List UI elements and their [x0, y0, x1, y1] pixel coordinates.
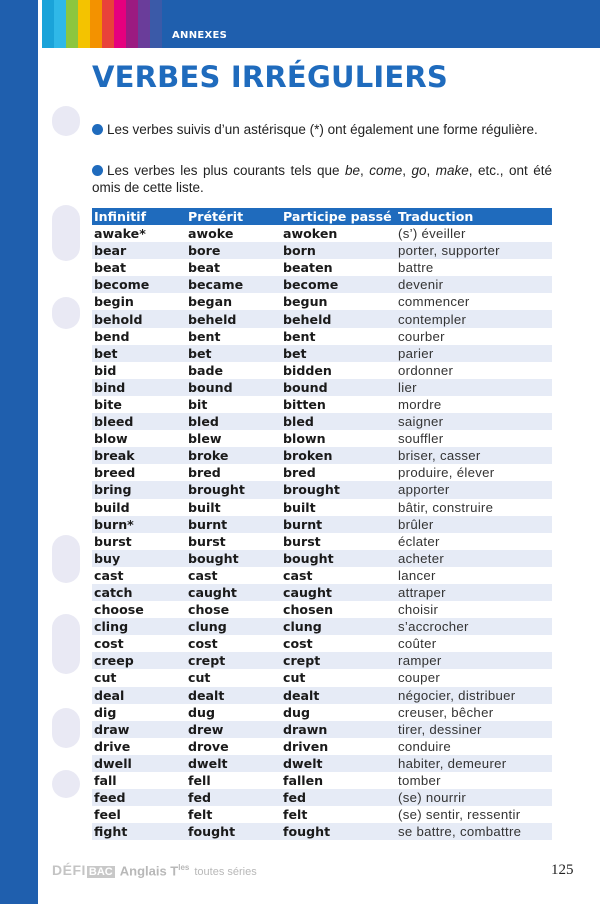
traduction-cell: produire, élever [398, 465, 495, 481]
preterit-cell: crept [186, 652, 281, 669]
traduction-cell: contempler [396, 310, 552, 327]
table-row [92, 413, 552, 430]
infinitif-cell: fall [94, 773, 117, 789]
preterit-cell: cut [188, 670, 211, 686]
preterit-cell: chose [188, 602, 230, 618]
binder-hole [52, 535, 80, 583]
traduction-cell: lier [396, 379, 552, 396]
table-row [92, 481, 552, 498]
binder-hole [52, 297, 80, 329]
participe-passe-cell: built [283, 499, 316, 515]
preterit-cell: dwelt [186, 755, 281, 772]
preterit-cell: drove [188, 738, 229, 754]
participe-passe-cell: fought [281, 823, 396, 840]
traduction-cell: attraper [396, 584, 552, 601]
table-row [92, 259, 552, 276]
participe-passe-cell: clung [281, 618, 396, 635]
participe-passe-cell: born [281, 242, 396, 259]
traduction-cell: battre [398, 260, 434, 276]
table-row [92, 345, 552, 362]
preterit-cell: bent [188, 328, 221, 344]
preterit-cell: bought [186, 550, 281, 567]
preterit-cell: burnt [186, 516, 281, 533]
example-verb: come [369, 163, 403, 178]
traduction-cell: ordonner [398, 362, 454, 378]
table-row [92, 328, 552, 345]
preterit-cell: burst [188, 533, 226, 549]
preterit-cell: bit [188, 396, 208, 412]
infinitif-cell: blow [94, 431, 128, 447]
participe-passe-cell: burnt [281, 516, 396, 533]
participe-passe-cell: chosen [283, 602, 334, 618]
preterit-cell: bled [186, 413, 281, 430]
binder-hole [52, 106, 80, 136]
participe-passe-cell: bitten [283, 396, 326, 412]
traduction-cell: choisir [398, 602, 439, 618]
infinitif-cell: burn* [92, 516, 186, 533]
traduction-cell: couper [398, 670, 441, 686]
color-stripe [66, 0, 78, 48]
participe-passe-cell: broken [281, 447, 396, 464]
participe-passe-cell: dwelt [281, 755, 396, 772]
traduction-cell: parier [396, 345, 552, 362]
color-stripe [78, 0, 90, 48]
footer-subject [120, 863, 190, 878]
participe-passe-cell: begun [283, 294, 328, 310]
preterit-cell: fell [188, 773, 211, 789]
preterit-cell: drew [186, 721, 281, 738]
traduction-cell: mordre [398, 396, 442, 412]
color-stripes [42, 0, 162, 48]
participe-passe-cell: cut [283, 670, 306, 686]
traduction-cell: tomber [398, 773, 441, 789]
preterit-cell: beheld [186, 310, 281, 327]
infinitif-cell: bet [92, 345, 186, 362]
infinitif-cell: bring [92, 481, 186, 498]
header-bar [162, 0, 600, 48]
intro-text: , [402, 163, 412, 178]
infinitif-cell: bid [94, 362, 117, 378]
participe-passe-cell: fallen [283, 773, 324, 789]
table-row [92, 601, 552, 618]
infinitif-cell: bind [92, 379, 186, 396]
preterit-cell: caught [186, 584, 281, 601]
preterit-cell: bet [186, 345, 281, 362]
color-stripe [42, 0, 54, 48]
infinitif-cell: creep [92, 652, 186, 669]
table-row [92, 738, 552, 755]
table-row [92, 635, 552, 652]
table-row [92, 567, 552, 584]
infinitif-cell: fight [92, 823, 186, 840]
preterit-cell: bade [188, 362, 224, 378]
binder-hole [52, 708, 80, 748]
infinitif-cell: dig [94, 704, 117, 720]
traduction-cell: habiter, demeurer [396, 755, 552, 772]
participe-passe-cell: caught [281, 584, 396, 601]
left-color-band [0, 0, 38, 904]
participe-passe-cell: become [281, 276, 396, 293]
infinitif-cell: behold [92, 310, 186, 327]
intro-text: , [360, 163, 370, 178]
traduction-cell: briser, casser [396, 447, 552, 464]
participe-passe-cell: bled [281, 413, 396, 430]
column-header-infinitif: Infinitif [92, 208, 186, 225]
table-row [92, 276, 552, 293]
table-row [92, 225, 552, 242]
color-stripe [54, 0, 66, 48]
participe-passe-cell: dug [283, 704, 310, 720]
preterit-cell: clung [186, 618, 281, 635]
participe-passe-cell: felt [283, 807, 308, 823]
intro-paragraph-1 [92, 121, 552, 138]
table-row [92, 687, 552, 704]
infinitif-cell: cost [94, 636, 124, 652]
table-header-row [92, 208, 552, 225]
traduction-cell: se battre, combattre [396, 823, 552, 840]
traduction-cell: (s’) éveiller [398, 226, 466, 242]
traduction-cell: (se) sentir, ressentir [398, 807, 521, 823]
traduction-cell: conduire [398, 738, 451, 754]
infinitif-cell: breed [94, 465, 136, 481]
infinitif-cell: cling [92, 618, 186, 635]
traduction-cell: coûter [398, 636, 437, 652]
participe-passe-cell: fed [281, 789, 396, 806]
color-stripe [150, 0, 162, 48]
intro-text: , [426, 163, 436, 178]
infinitif-cell: build [94, 499, 130, 515]
binder-hole [52, 205, 80, 261]
infinitif-cell: cast [94, 567, 124, 583]
intro-text: Les verbes suivis d’un astérisque (*) ont également une forme régulière. [107, 122, 538, 137]
infinitif-cell: awake* [94, 226, 146, 242]
infinitif-cell: dwell [92, 755, 186, 772]
table-row [92, 430, 552, 447]
brand-bac: BAC [88, 866, 113, 878]
color-stripe [102, 0, 114, 48]
infinitif-cell: feel [94, 807, 121, 823]
participe-passe-cell: bound [281, 379, 396, 396]
traduction-cell: courber [398, 328, 445, 344]
traduction-cell: brûler [396, 516, 552, 533]
preterit-cell: cast [188, 567, 218, 583]
traduction-cell: creuser, bêcher [398, 704, 494, 720]
color-stripe [90, 0, 102, 48]
brand-defi: DÉFI [52, 862, 86, 878]
infinitif-cell: beat [94, 260, 127, 276]
traduction-cell: (se) nourrir [396, 789, 552, 806]
column-header-participe-passe: Participe passé [281, 208, 396, 225]
table-row [92, 806, 552, 823]
infinitif-cell: become [92, 276, 186, 293]
preterit-cell: fed [186, 789, 281, 806]
traduction-cell: bâtir, construire [398, 499, 494, 515]
traduction-cell: tirer, dessiner [396, 721, 552, 738]
preterit-cell: felt [188, 807, 213, 823]
traduction-cell: négocier, distribuer [396, 687, 552, 704]
participe-passe-cell: driven [283, 738, 329, 754]
participe-passe-cell: bought [281, 550, 396, 567]
table-row [92, 823, 552, 840]
participe-passe-cell: beheld [281, 310, 396, 327]
table-row [92, 310, 552, 327]
footer [52, 862, 257, 878]
traduction-cell: ramper [396, 652, 552, 669]
traduction-cell: commencer [398, 294, 470, 310]
irregular-verbs-table [92, 208, 552, 840]
subject-superscript: les [178, 862, 190, 872]
traduction-cell: apporter [396, 481, 552, 498]
intro-text: Les verbes les plus courants tels que [107, 163, 345, 178]
subject-text: Anglais T [119, 863, 179, 878]
infinitif-cell: drive [94, 738, 131, 754]
table-row [92, 772, 552, 789]
infinitif-cell: begin [94, 294, 134, 310]
participe-passe-cell: bent [283, 328, 316, 344]
preterit-cell: blew [188, 431, 222, 447]
column-header-traduction: Traduction [396, 208, 552, 225]
preterit-cell: awoke [188, 226, 234, 242]
participe-passe-cell: bred [283, 465, 316, 481]
traduction-cell: éclater [398, 533, 440, 549]
participe-passe-cell: cost [283, 636, 313, 652]
infinitif-cell: bear [92, 242, 186, 259]
table-row [92, 618, 552, 635]
infinitif-cell: choose [94, 602, 144, 618]
column-header-preterit: Prétérit [186, 208, 281, 225]
participe-passe-cell: burst [283, 533, 321, 549]
participe-passe-cell: dealt [281, 687, 396, 704]
intro-text: , etc., ont été omis de cette liste. [92, 163, 552, 195]
example-verb: make [435, 163, 469, 178]
infinitif-cell: catch [92, 584, 186, 601]
table-row [92, 755, 552, 772]
preterit-cell: broke [186, 447, 281, 464]
participe-passe-cell: blown [283, 431, 326, 447]
participe-passe-cell: brought [281, 481, 396, 498]
infinitif-cell: bite [94, 396, 122, 412]
participe-passe-cell: drawn [281, 721, 396, 738]
table-row [92, 550, 552, 567]
infinitif-cell: deal [92, 687, 186, 704]
binder-hole [52, 614, 80, 674]
table-row [92, 362, 552, 379]
table-row [92, 533, 552, 550]
traduction-cell: acheter [396, 550, 552, 567]
preterit-cell: brought [186, 481, 281, 498]
preterit-cell: fought [186, 823, 281, 840]
infinitif-cell: draw [92, 721, 186, 738]
table-row [92, 499, 552, 516]
preterit-cell: dug [188, 704, 215, 720]
infinitif-cell: bend [94, 328, 130, 344]
color-stripe [114, 0, 126, 48]
participe-passe-cell: cast [283, 567, 313, 583]
section-label: ANNEXES [172, 30, 228, 41]
traduction-cell: porter, supporter [396, 242, 552, 259]
table-row [92, 447, 552, 464]
participe-passe-cell: bet [281, 345, 396, 362]
infinitif-cell: bleed [92, 413, 186, 430]
color-stripe [138, 0, 150, 48]
participe-passe-cell: crept [281, 652, 396, 669]
table-row [92, 242, 552, 259]
infinitif-cell: burst [94, 533, 132, 549]
table-row [92, 464, 552, 481]
infinitif-cell: cut [94, 670, 117, 686]
bullet-icon [92, 124, 103, 135]
table-row [92, 293, 552, 310]
preterit-cell: became [186, 276, 281, 293]
traduction-cell: souffler [398, 431, 444, 447]
traduction-cell: devenir [396, 276, 552, 293]
table-row [92, 704, 552, 721]
preterit-cell: bound [186, 379, 281, 396]
table-row [92, 721, 552, 738]
bullet-icon [92, 165, 103, 176]
table-row [92, 379, 552, 396]
preterit-cell: cost [188, 636, 218, 652]
infinitif-cell: feed [92, 789, 186, 806]
table-row [92, 669, 552, 686]
binder-hole [52, 770, 80, 798]
participe-passe-cell: bidden [283, 362, 332, 378]
table-row [92, 516, 552, 533]
page-number: 125 [551, 862, 574, 878]
preterit-cell: began [188, 294, 233, 310]
example-verb: go [411, 163, 427, 178]
preterit-cell: bred [188, 465, 221, 481]
participe-passe-cell: beaten [283, 260, 333, 276]
preterit-cell: beat [188, 260, 221, 276]
table-row [92, 652, 552, 669]
preterit-cell: dealt [186, 687, 281, 704]
table-row [92, 396, 552, 413]
preterit-cell: built [188, 499, 221, 515]
table-row [92, 584, 552, 601]
table-row [92, 789, 552, 806]
example-verb: be [344, 163, 360, 178]
traduction-cell: saigner [396, 413, 552, 430]
intro-paragraph-2 [92, 162, 552, 196]
traduction-cell: lancer [398, 567, 436, 583]
traduction-cell: s’accrocher [396, 618, 552, 635]
page-title: VERBES IRRÉGULIERS [92, 60, 448, 94]
preterit-cell: bore [186, 242, 281, 259]
infinitif-cell: break [92, 447, 186, 464]
infinitif-cell: buy [92, 550, 186, 567]
footer-series: toutes séries [194, 866, 257, 878]
participe-passe-cell: awoken [283, 226, 338, 242]
color-stripe [126, 0, 138, 48]
